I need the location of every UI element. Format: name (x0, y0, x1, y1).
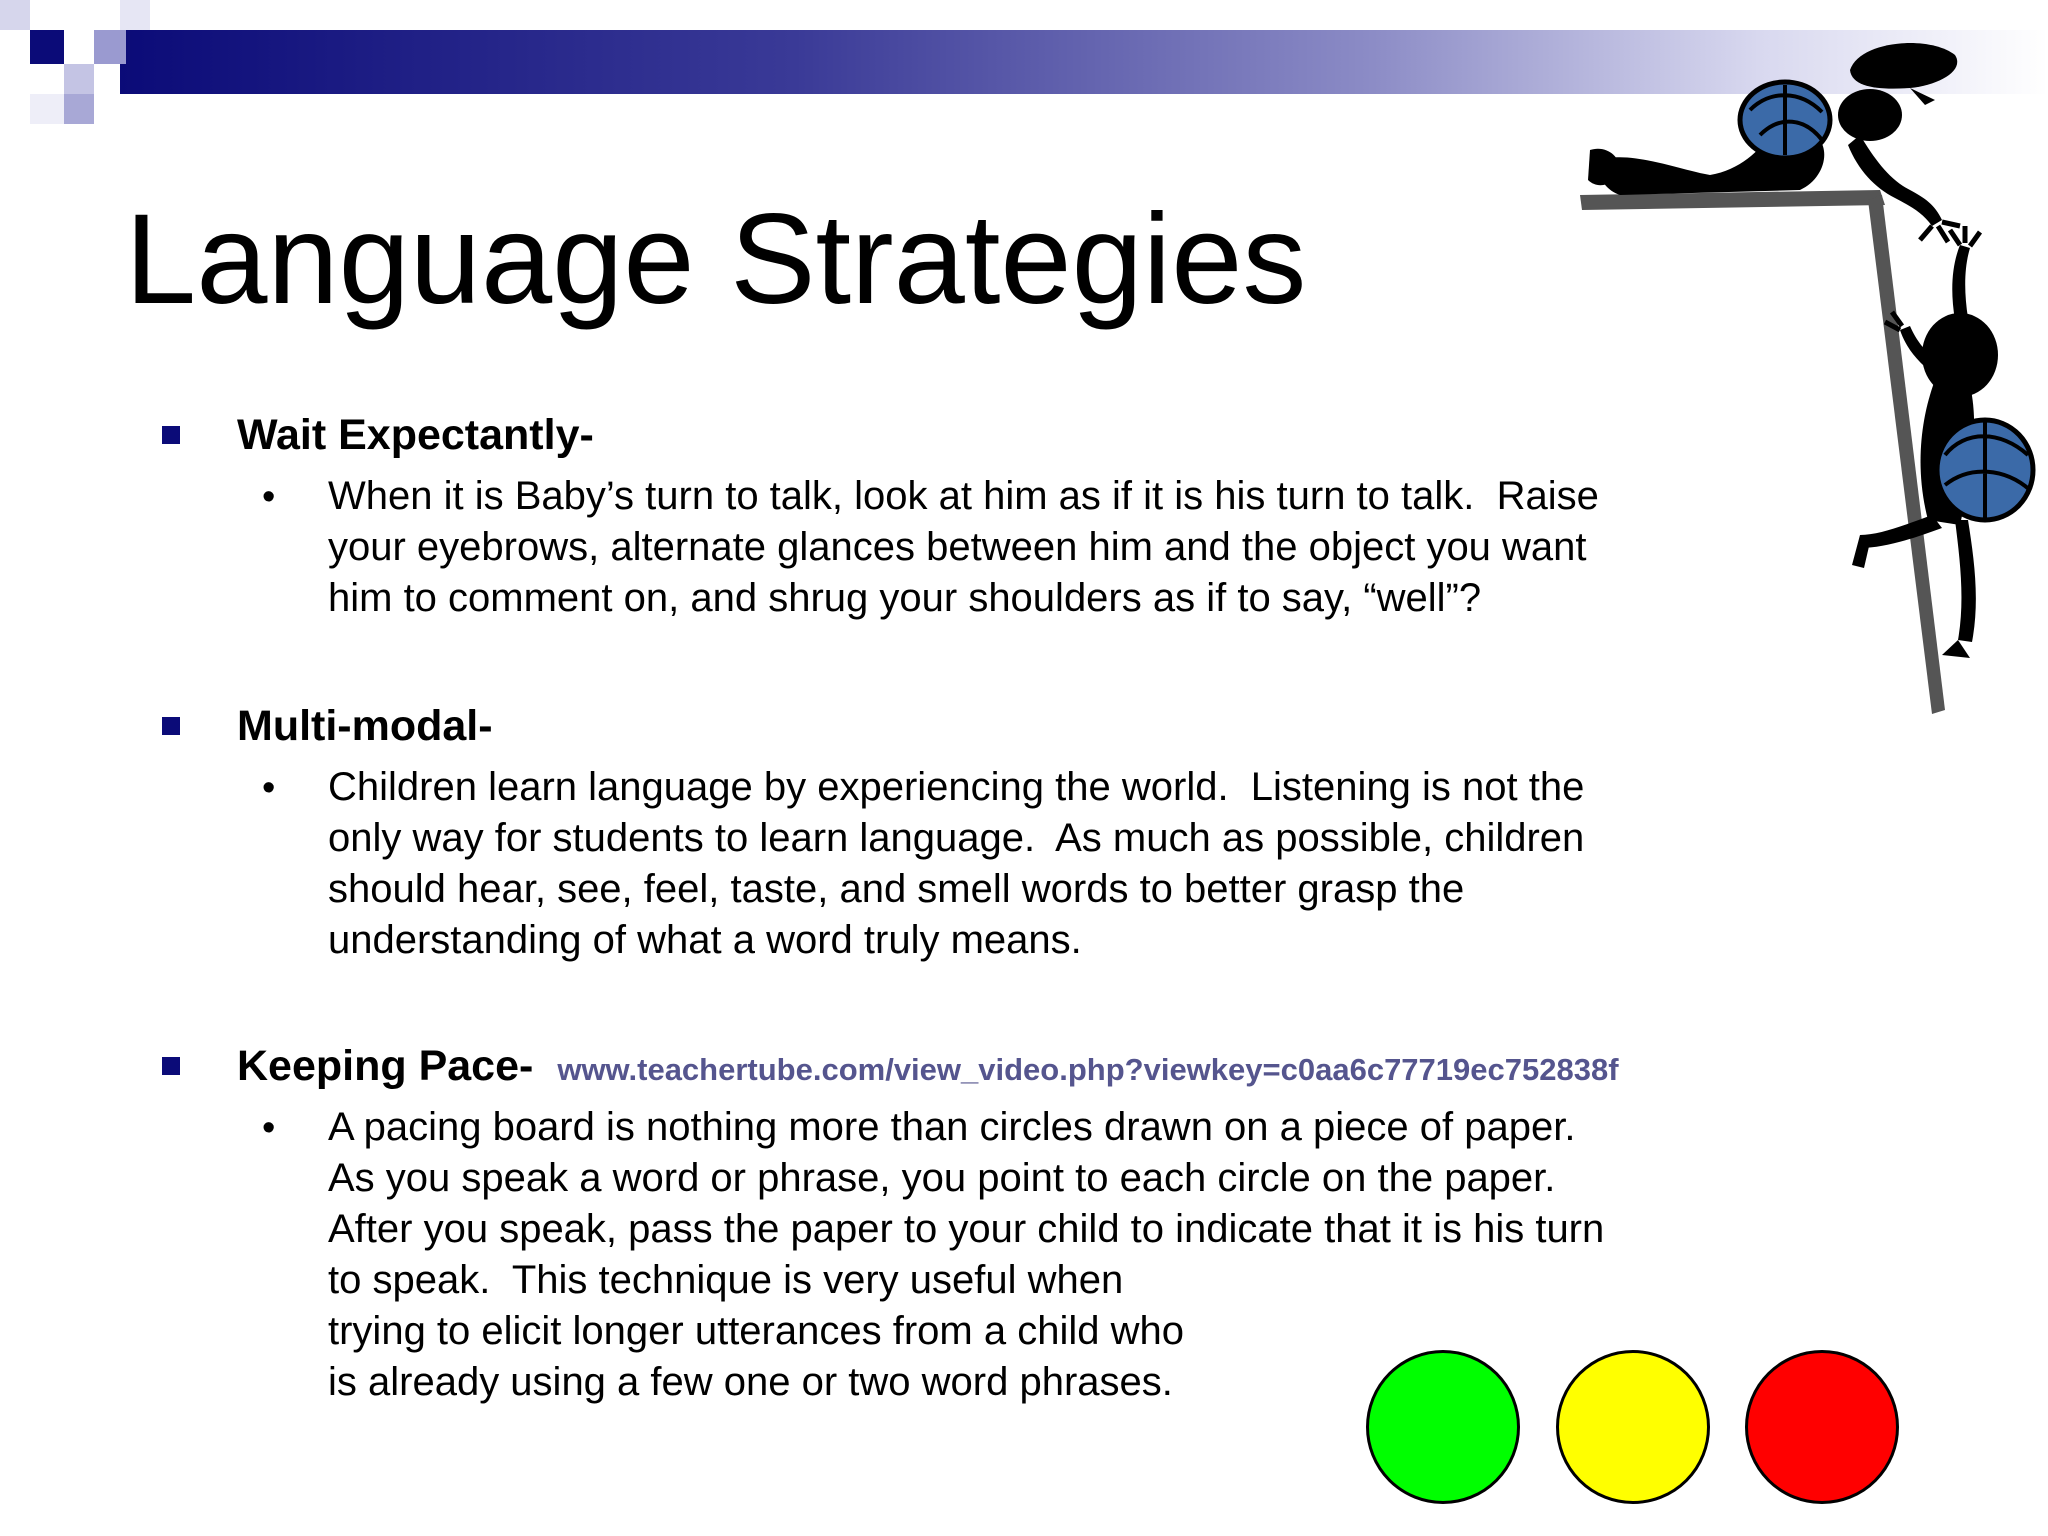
body-line: As you speak a word or phrase, you point to each circle on the paper. (328, 1156, 1556, 1200)
body-line: is already using a few one or two word phrases. (328, 1360, 1173, 1404)
section-heading-multi-modal: Multi-modal- (237, 702, 493, 750)
section-heading-wait-expectantly: Wait Expectantly- (237, 411, 594, 459)
sub-bullet-icon: • (262, 476, 276, 518)
climbers-illustration-icon (1560, 30, 2048, 730)
header-square-icon (94, 30, 126, 64)
body-line: to speak. This technique is very useful when (328, 1258, 1124, 1302)
sub-bullet-icon: • (262, 767, 276, 809)
body-line: When it is Baby’s turn to talk, look at him as if it is his turn to talk. Raise (328, 474, 1599, 518)
body-line: A pacing board is nothing more than circles drawn on a piece of paper. (328, 1105, 1576, 1149)
body-line: him to comment on, and shrug your shoulders as if to say, “well”? (328, 576, 1482, 620)
yellow-circle-icon (1556, 1350, 1710, 1504)
header-square-icon (120, 0, 150, 30)
body-line: only way for students to learn language. As much as possible, children (328, 816, 1585, 860)
page-title: Language Strategies (125, 188, 1307, 331)
body-line: trying to elicit longer utterances from a child who (328, 1309, 1184, 1353)
section-bullet-icon (162, 717, 180, 735)
header-square-icon (30, 94, 64, 124)
header-square-icon (64, 30, 94, 64)
header-square-icon (64, 94, 94, 124)
header-square-icon (0, 0, 30, 30)
green-circle-icon (1366, 1350, 1520, 1504)
header-square-icon (64, 64, 94, 94)
body-line: your eyebrows, alternate glances between him and the object you want (328, 525, 1587, 569)
body-line: Children learn language by experiencing the world. Listening is not the (328, 765, 1585, 809)
header-square-icon (30, 30, 64, 64)
section-bullet-icon (162, 426, 180, 444)
sub-bullet-icon: • (262, 1107, 276, 1149)
teachertube-link[interactable]: www.teachertube.com/view_video.php?viewkey=c0aa6c77719ec752838f (557, 1052, 1619, 1087)
body-line: After you speak, pass the paper to your child to indicate that it is his turn (328, 1207, 1605, 1251)
section-heading-text: Keeping Pace- (237, 1042, 534, 1090)
section-heading-keeping-pace (237, 1040, 1619, 1096)
section-bullet-icon (162, 1057, 180, 1075)
body-line: should hear, see, feel, taste, and smell words to better grasp the (328, 867, 1465, 911)
body-line: understanding of what a word truly means. (328, 918, 1082, 962)
red-circle-icon (1745, 1350, 1899, 1504)
